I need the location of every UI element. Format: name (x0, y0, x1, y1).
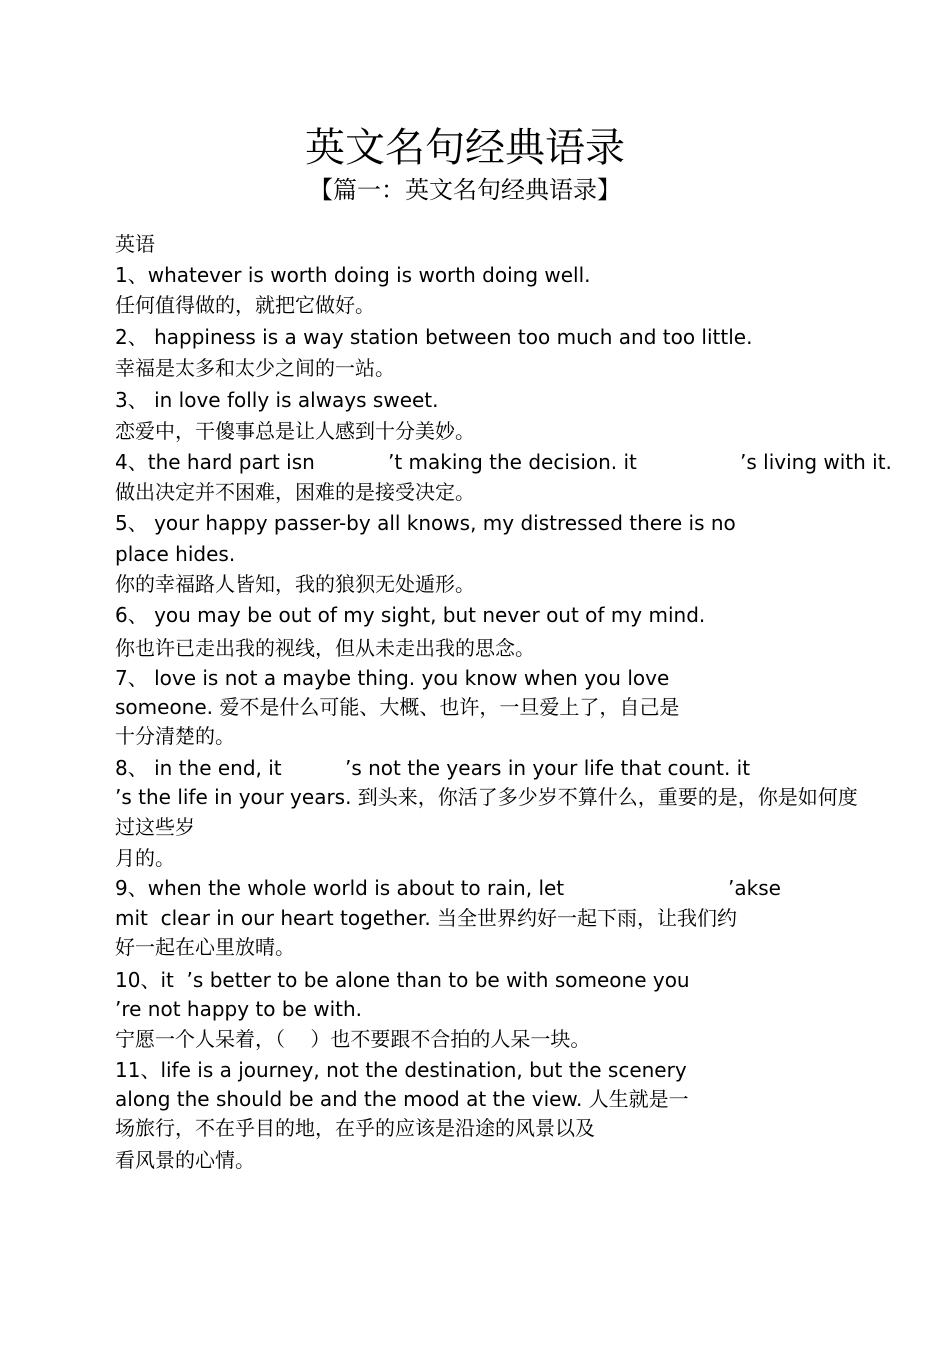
quote-10-english-cont: ’re not happy to be with. (115, 997, 363, 1021)
quote-8-english-part-1: 8、 in the end, it (115, 756, 282, 780)
quote-5-english: 5、 your happy passer-by all knows, my distressed there is no (115, 511, 736, 535)
quote-9-english-part-1: 9、when the whole world is about to rain, let (115, 876, 565, 900)
quote-4-english-part-3: ’s living with it. (740, 450, 892, 474)
quote-4-english-part-1: 4、the hard part isn (115, 450, 315, 474)
quote-11-mixed: along the should be and the mood at the view. 人生就是一 (115, 1087, 689, 1111)
section-label: 英语 (115, 232, 155, 256)
quote-10-english: 10、it ’s better to be alone than to be with someone you (115, 968, 690, 992)
quote-8-chinese-end: 月的。 (115, 846, 175, 870)
quote-5-english-cont: place hides. (115, 542, 236, 566)
quote-7-chinese: 十分清楚的。 (115, 724, 235, 748)
quote-7-mixed: someone. 爱不是什么可能、大概、也许，一旦爱上了，自己是 (115, 695, 680, 719)
quote-6-english: 6、 you may be out of my sight, but never out of my mind. (115, 603, 706, 627)
quote-10-chinese: 宁愿一个人呆着，（ ）也不要跟不合拍的人呆一块。 (115, 1027, 591, 1051)
document-subtitle: 【篇一：英文名句经典语录】 (309, 176, 621, 204)
quote-6-chinese: 你也许已走出我的视线，但从未走出我的思念。 (115, 636, 535, 660)
quote-8-mixed: ’s the life in your years. 到头来，你活了多少岁不算什么，重要的是，你是如何度 (115, 785, 858, 809)
document-title: 英文名句经典语录 (305, 125, 625, 171)
quote-9-chinese: 好一起在心里放晴。 (115, 935, 295, 959)
quote-9-mixed: mit clear in our heart together. 当全世界约好一起下雨，让我们约 (115, 906, 738, 930)
quote-3-english: 3、 in love folly is always sweet. (115, 388, 439, 412)
quote-5-chinese: 你的幸福路人皆知，我的狼狈无处遁形。 (115, 572, 475, 596)
quote-1-chinese: 任何值得做的，就把它做好。 (115, 293, 375, 317)
quote-1-english: 1、whatever is worth doing is worth doing well. (115, 263, 591, 287)
quote-11-chinese: 场旅行，不在乎目的地，在乎的应该是沿途的风景以及 (115, 1116, 595, 1140)
quote-9-english-part-2: ’akse (728, 876, 781, 900)
quote-11-english: 11、life is a journey, not the destination, but the scenery (115, 1058, 687, 1082)
quote-2-chinese: 幸福是太多和太少之间的一站。 (115, 356, 395, 380)
quote-8-english-part-2: ’s not the years in your life that count. it (345, 756, 751, 780)
quote-11-chinese-end: 看风景的心情。 (115, 1148, 255, 1172)
quote-2-english: 2、 happiness is a way station between too much and too little. (115, 325, 753, 349)
quote-3-chinese: 恋爱中，干傻事总是让人感到十分美妙。 (115, 419, 475, 443)
quote-8-chinese-cont: 过这些岁 (115, 815, 195, 839)
quote-7-english: 7、 love is not a maybe thing. you know when you love (115, 666, 670, 690)
quote-4-chinese: 做出决定并不困难，困难的是接受决定。 (115, 480, 475, 504)
quote-4-english-part-2: ’t making the decision. it (388, 450, 637, 474)
